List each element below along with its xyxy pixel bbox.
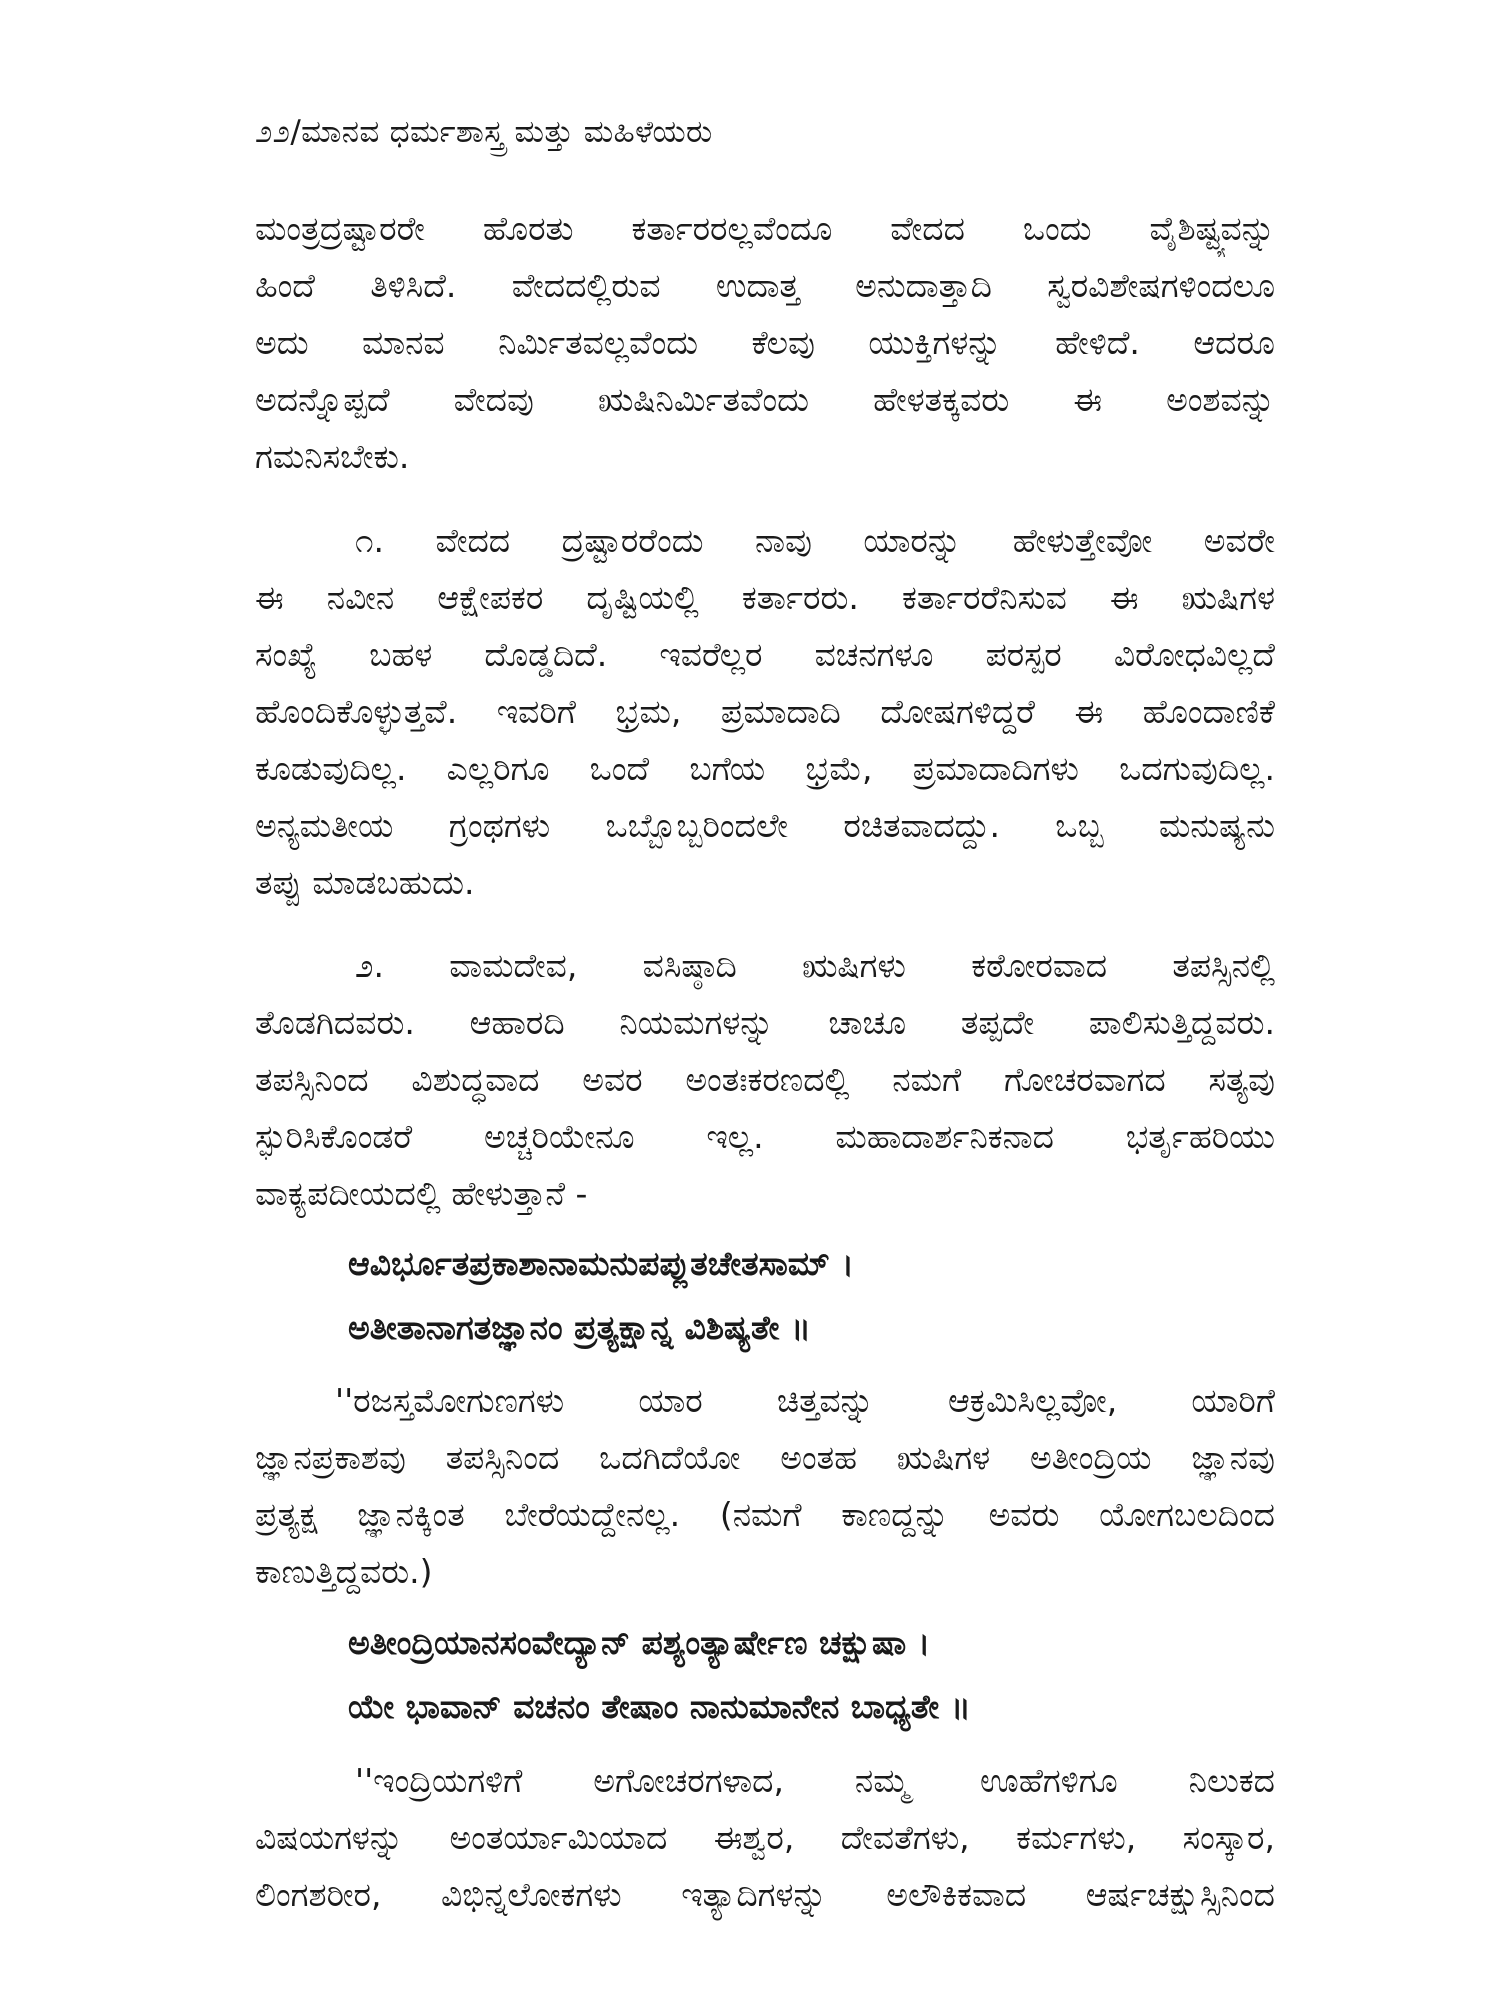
text-line: ೨. ವಾಮದೇವ, ವಸಿಷ್ಠಾದಿ ಋಷಿಗಳು ಕಠೋರವಾದ ತಪಸ್ಸಿನಲ್ಲಿ bbox=[355, 946, 1275, 985]
text-line: ವಿಷಯಗಳನ್ನು ಅಂತರ್ಯಾಮಿಯಾದ ಈಶ್ವರ, ದೇವತೆಗಳು, ಕರ್ಮಗಳು, ಸಂಸ್ಕಾರ, bbox=[255, 1818, 1275, 1857]
text-line: ಗಮನಿಸಬೇಕು. bbox=[255, 437, 410, 476]
text-line: ಈ ನವೀನ ಆಕ್ಷೇಪಕರ ದೃಷ್ಟಿಯಲ್ಲಿ ಕರ್ತಾರರು. ಕರ್ತಾರರೆನಿಸುವ ಈ ಋಷಿಗಳ bbox=[255, 578, 1275, 617]
text-line: ಸಂಖ್ಯೆ ಬಹಳ ದೊಡ್ಡದಿದೆ. ಇವರೆಲ್ಲರ ವಚನಗಳೂ ಪರಸ್ಪರ ವಿರೋಧವಿಲ್ಲದೆ bbox=[255, 635, 1275, 674]
verse-line: ಅತೀತಾನಾಗತಜ್ಞಾನಂ ಪ್ರತ್ಯಕ್ಷಾನ್ನ ವಿಶಿಷ್ಯತೇ ॥ bbox=[348, 1308, 811, 1347]
verse-line: ಯೇ ಭಾವಾನ್ ವಚನಂ ತೇಷಾಂ ನಾನುಮಾನೇನ ಬಾಧ್ಯತೇ ॥ bbox=[348, 1687, 971, 1726]
verse-line: ಅತೀಂದ್ರಿಯಾನಸಂವೇದ್ಯಾನ್ ಪಶ್ಯಂತ್ಯಾರ್ಷೇಣ ಚಕ್ಷುಷಾ । bbox=[348, 1623, 931, 1662]
text-line: ಹಿಂದೆ ತಿಳಿಸಿದೆ. ವೇದದಲ್ಲಿರುವ ಉದಾತ್ತ ಅನುದಾತ್ತಾದಿ ಸ್ವರವಿಶೇಷಗಳಿಂದಲೂ bbox=[255, 266, 1275, 305]
text-line: ತಪಸ್ಸಿನಿಂದ ವಿಶುದ್ಧವಾದ ಅವರ ಅಂತಃಕರಣದಲ್ಲಿ ನಮಗೆ ಗೋಚರವಾಗದ ಸತ್ಯವು bbox=[255, 1060, 1275, 1099]
text-line: ಲಿಂಗಶರೀರ, ವಿಭಿನ್ನಲೋಕಗಳು ಇತ್ಯಾದಿಗಳನ್ನು ಅಲೌಕಿಕವಾದ ಆರ್ಷಚಕ್ಷುಸ್ಸಿನಿಂದ bbox=[255, 1875, 1275, 1914]
paragraph-4 bbox=[255, 1372, 1275, 1600]
text-line: ಜ್ಞಾನಪ್ರಕಾಶವು ತಪಸ್ಸಿನಿಂದ ಒದಗಿದೆಯೋ ಅಂತಹ ಋಷಿಗಳ ಅತೀಂದ್ರಿಯ ಜ್ಞಾನವು bbox=[255, 1438, 1275, 1477]
sanskrit-verse-1 bbox=[348, 1232, 854, 1360]
text-line: ತೊಡಗಿದವರು. ಆಹಾರದಿ ನಿಯಮಗಳನ್ನು ಚಾಚೂ ತಪ್ಪದೇ ಪಾಲಿಸುತ್ತಿದ್ದವರು. bbox=[255, 1003, 1275, 1042]
text-line: ಅದನ್ನೊಪ್ಪದೆ ವೇದವು ಋಷಿನಿರ್ಮಿತವೆಂದು ಹೇಳತಕ್ಕವರು ಈ ಅಂಶವನ್ನು bbox=[255, 380, 1275, 419]
text-line: ಮಂತ್ರದ್ರಷ್ಟಾರರೇ ಹೊರತು ಕರ್ತಾರರಲ್ಲವೆಂದೂ ವೇದದ ಒಂದು ವೈಶಿಷ್ಟ್ಯವನ್ನು bbox=[255, 209, 1275, 248]
text-line: ಹೊಂದಿಕೊಳ್ಳುತ್ತವೆ. ಇವರಿಗೆ ಭ್ರಮ, ಪ್ರಮಾದಾದಿ ದೋಷಗಳಿದ್ದರೆ ಈ ಹೊಂದಾಣಿಕೆ bbox=[255, 692, 1275, 731]
text-line: ತಪ್ಪು ಮಾಡಬಹುದು. bbox=[255, 863, 475, 902]
text-line: ಸ್ಫುರಿಸಿಕೊಂಡರೆ ಅಚ್ಚರಿಯೇನೂ ಇಲ್ಲ. ಮಹಾದಾರ್ಶನಿಕನಾದ ಭರ್ತೃಹರಿಯು bbox=[255, 1117, 1275, 1156]
paragraph-5 bbox=[255, 1752, 1275, 1923]
paragraph-2 bbox=[255, 512, 1275, 911]
text-line: ಅದು ಮಾನವ ನಿರ್ಮಿತವಲ್ಲವೆಂದು ಕೆಲವು ಯುಕ್ತಿಗಳನ್ನು ಹೇಳಿದೆ. ಆದರೂ bbox=[255, 323, 1275, 362]
text-line: ಕಾಣುತ್ತಿದ್ದವರು.) bbox=[255, 1552, 433, 1591]
text-line: ಪ್ರತ್ಯಕ್ಷ ಜ್ಞಾನಕ್ಕಿಂತ ಬೇರೆಯದ್ದೇನಲ್ಲ. (ನಮಗೆ ಕಾಣದ್ದನ್ನು ಅವರು ಯೋಗಬಲದಿಂದ bbox=[255, 1495, 1275, 1534]
text-line: ವಾಕ್ಯಪದೀಯದಲ್ಲಿ ಹೇಳುತ್ತಾನೆ - bbox=[255, 1174, 588, 1213]
paragraph-3 bbox=[255, 937, 1275, 1222]
text-line: ಕೂಡುವುದಿಲ್ಲ. ಎಲ್ಲರಿಗೂ ಒಂದೆ ಬಗೆಯ ಭ್ರಮೆ, ಪ್ರಮಾದಾದಿಗಳು ಒದಗುವುದಿಲ್ಲ. bbox=[255, 749, 1275, 788]
paragraph-1 bbox=[255, 200, 1275, 485]
running-head: ೨೨/ಮಾನವ ಧರ್ಮಶಾಸ್ತ್ರ ಮತ್ತು ಮಹಿಳೆಯರು bbox=[255, 114, 713, 150]
text-line: ೧. ವೇದದ ದ್ರಷ್ಟಾರರೆಂದು ನಾವು ಯಾರನ್ನು ಹೇಳುತ್ತೇವೋ ಅವರೇ bbox=[355, 521, 1275, 560]
text-line: ''ರಜಸ್ತಮೋಗುಣಗಳು ಯಾರ ಚಿತ್ತವನ್ನು ಆಕ್ರಮಿಸಿಲ್ಲವೋ, ಯಾರಿಗೆ bbox=[335, 1381, 1275, 1420]
text-line: ಅನ್ಯಮತೀಯ ಗ್ರಂಥಗಳು ಒಬ್ಬೊಬ್ಬರಿಂದಲೇ ರಚಿತವಾದದ್ದು. ಒಬ್ಬ ಮನುಷ್ಯನು bbox=[255, 806, 1275, 845]
text-line: ''ಇಂದ್ರಿಯಗಳಿಗೆ ಅಗೋಚರಗಳಾದ, ನಮ್ಮ ಊಹೆಗಳಿಗೂ ನಿಲುಕದ bbox=[355, 1761, 1275, 1800]
verse-line: ಆವಿರ್ಭೂತಪ್ರಕಾಶಾನಾಮನುಪಪ್ಲುತಚೇತಸಾಮ್ । bbox=[348, 1244, 854, 1283]
sanskrit-verse-2 bbox=[348, 1611, 971, 1739]
